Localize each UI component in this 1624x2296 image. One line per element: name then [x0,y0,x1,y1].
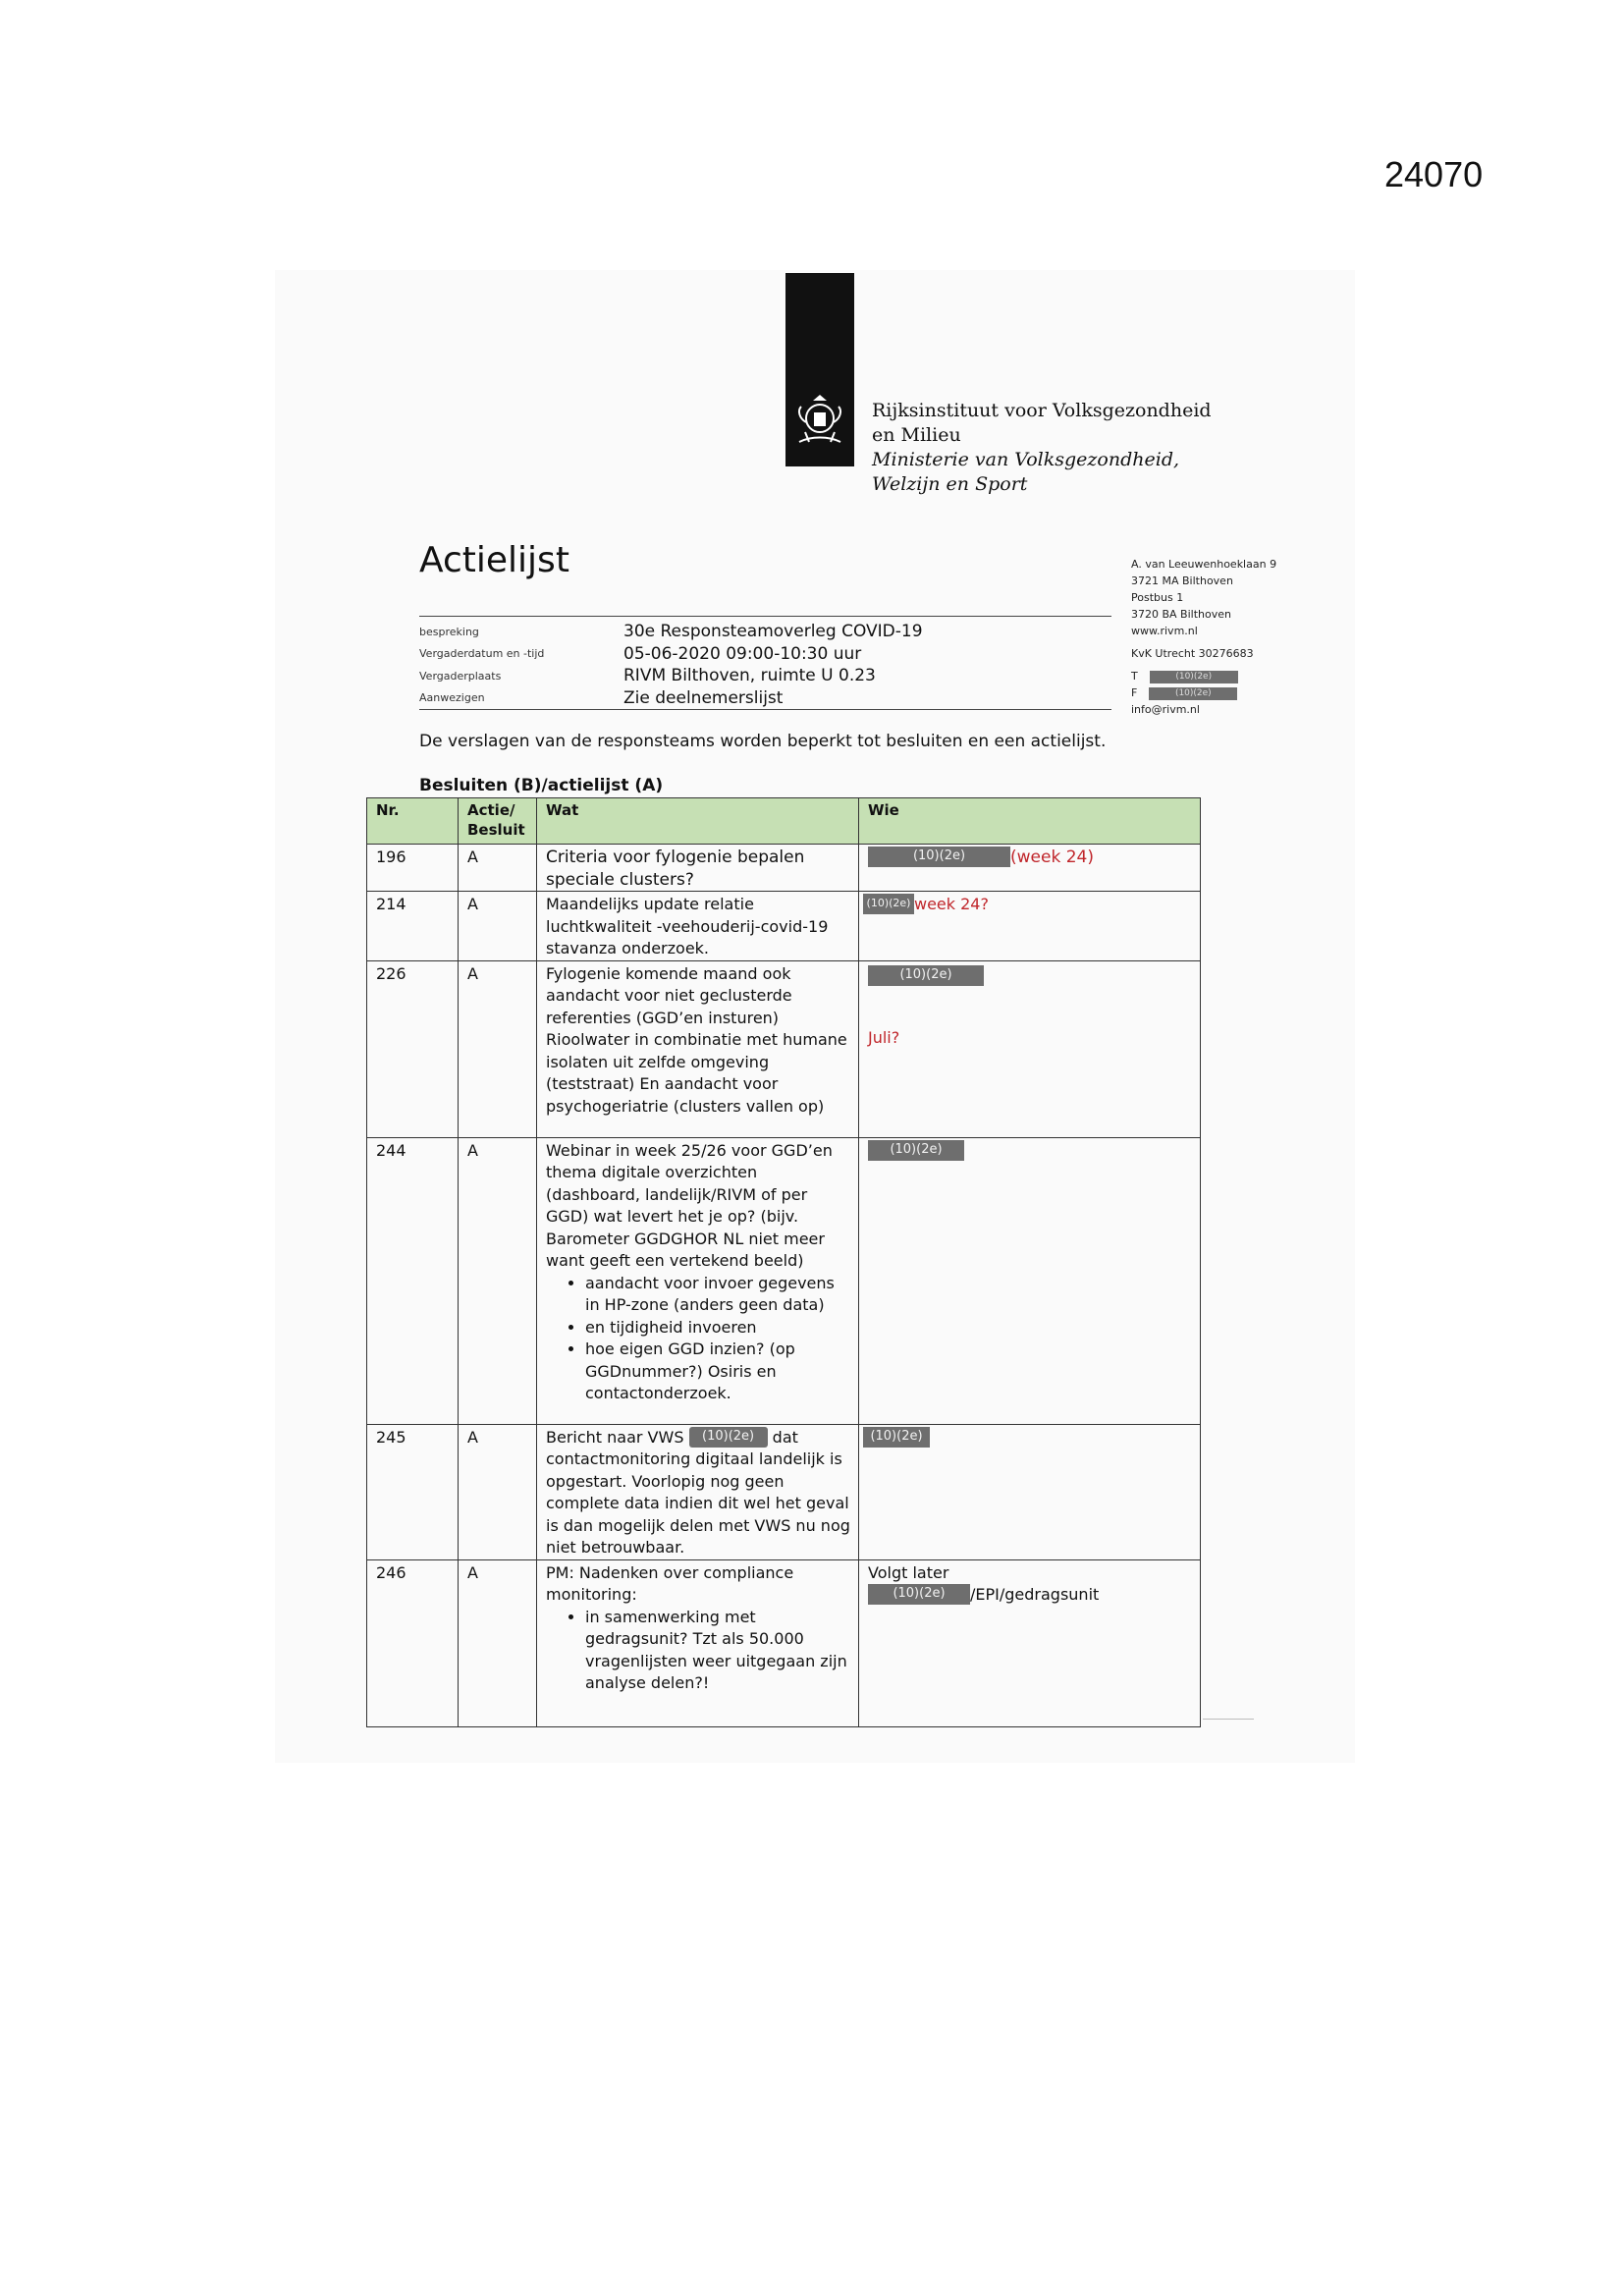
redaction: (10)(2e) [863,894,914,914]
row-wat: Fylogenie komende maand ook aandacht voor niet geclusterde referenties (GGD’en insturen) Rioolwater in combinatie met humane isolaten uit zelfde omgeving (teststraat) En aandacht voor psychogeriatrie (clusters vallen op) [537,960,859,1137]
table-row [367,1424,1201,1559]
table-header-row [367,798,1201,845]
crest-icon [791,393,848,452]
list-item: • en tijdigheid invoeren [585,1317,850,1339]
row-nr: 245 [367,1424,459,1559]
redaction: (10)(2e) [863,1427,930,1448]
wie-week: week 24? [914,895,989,913]
action-table [366,797,1201,1727]
phone-redaction: (10)(2e) [1150,671,1238,683]
row-ab: A [459,960,537,1137]
table-row [367,1559,1201,1726]
meta-label: Vergaderplaats [419,669,502,683]
redaction: (10)(2e) [868,965,984,986]
table-row [367,892,1201,961]
header-actie: Actie/ [467,801,515,819]
table-row [367,1137,1201,1424]
address-email: info@rivm.nl [1131,703,1200,716]
wie-week: (week 24) [1010,847,1094,867]
header-wat: Wat [537,798,859,845]
meta-label: Vergaderdatum en -tijd [419,647,545,661]
address-kvk: KvK Utrecht 30276683 [1131,647,1254,660]
list-item: • hoe eigen GGD inzien? (op GGDnummer?) Osiris en contactonderzoek. [585,1339,850,1405]
address-street: A. van Leeuwenhoeklaan 9 [1131,558,1277,571]
row-nr: 226 [367,960,459,1137]
row-ab: A [459,1137,537,1424]
address-fax [1131,684,1276,701]
row-wie [859,1424,1201,1559]
meta-rule [419,709,1111,710]
meta-row [419,643,1111,666]
table-row [367,845,1201,892]
address-postbus-code: 3720 BA Bilthoven [1131,608,1231,621]
meta-row [419,621,1111,643]
fax-label: F [1131,686,1138,699]
page-number: 24070 [1384,154,1484,194]
institute-line-1: Rijksinstituut voor Volksgezondheid [872,400,1212,421]
wie-suffix: /EPI/gedragsunit [970,1585,1100,1604]
row-wat: Maandelijks update relatie luchtkwaliteit -veehouderij-covid-19 stavanza onderzoek. [537,892,859,961]
meta-value: RIVM Bilthoven, ruimte U 0.23 [623,666,876,686]
meta-label: bespreking [419,625,479,638]
address-block [1131,556,1276,718]
row-ab: A [459,1559,537,1726]
row-wat [537,1137,859,1424]
row-wat: Criteria voor fylogenie bepalen speciale clusters? [537,845,859,892]
wie-line: Volgt later [868,1562,949,1582]
address-phone [1131,668,1276,684]
meta-row [419,665,1111,687]
fax-redaction: (10)(2e) [1149,687,1237,700]
wat-text-pre: Bericht naar VWS [546,1427,684,1447]
institute-name [872,399,1212,497]
phone-label: T [1131,670,1138,683]
redaction: (10)(2e) [689,1427,768,1448]
row-wie [859,845,1201,892]
wat-text-post: dat contactmonitoring digitaal landelijk is opgestart. Voorlopig nog geen complete data indien dit wel het geval is dan mogelijk delen met VWS nu nog niet betrouwbaar. [546,1427,850,1557]
meta-row [419,687,1111,710]
table-row [367,960,1201,1137]
row-ab: A [459,892,537,961]
row-nr: 244 [367,1137,459,1424]
address-web: www.rivm.nl [1131,625,1198,637]
section-title: Besluiten (B)/actielijst (A) [419,776,664,795]
ministry-line-1: Ministerie van Volksgezondheid, [872,449,1180,470]
list-item: • in samenwerking met gedragsunit? Tzt als 50.000 vragenlijsten weer uitgegaan zijn analyse delen?! [585,1607,850,1695]
meta-value: Zie deelnemerslijst [623,687,784,708]
ministry-line-2: Welzijn en Sport [872,473,1028,495]
address-postbus: Postbus 1 [1131,591,1184,604]
row-wie [859,892,1201,961]
redaction: (10)(2e) [868,847,1010,867]
row-ab: A [459,1424,537,1559]
document-title: Actielijst [419,540,569,580]
header-wie: Wie [859,798,1201,845]
row-wie [859,1559,1201,1726]
row-wie [859,1137,1201,1424]
intro-text: De verslagen van de responsteams worden beperkt tot besluiten en een actielijst. [419,732,1107,751]
row-wat [537,1424,859,1559]
row-wie [859,960,1201,1137]
row-nr: 246 [367,1559,459,1726]
meta-value: 05-06-2020 09:00-10:30 uur [623,643,862,664]
address-postcode: 3721 MA Bilthoven [1131,574,1233,587]
bullet-list [546,1273,850,1405]
table-rule-tail [1203,1719,1254,1720]
meta-label: Aanwezigen [419,691,485,705]
bullet-list [546,1607,850,1695]
wie-note: Juli? [868,1027,900,1047]
header-besluit: Besluit [467,821,525,839]
row-nr: 214 [367,892,459,961]
row-ab: A [459,845,537,892]
row-wat [537,1559,859,1726]
header-actie-besluit [459,798,537,845]
header-nr: Nr. [367,798,459,845]
header-rule [419,616,1111,617]
wat-text: Webinar in week 25/26 voor GGD’en thema digitale overzichten (dashboard, landelijk/RIVM of per GGD) wat levert het je op? (bijv. Barometer GGDGHOR NL niet meer want geeft een vertekend beeld) [546,1140,833,1270]
list-item: • aandacht voor invoer gegevens in HP-zone (anders geen data) [585,1273,850,1317]
redaction: (10)(2e) [868,1584,970,1605]
redaction: (10)(2e) [868,1140,964,1161]
row-nr: 196 [367,845,459,892]
meta-value: 30e Responsteamoverleg COVID-19 [623,622,923,642]
meeting-meta [419,621,1111,709]
institute-line-2: en Milieu [872,424,961,446]
wat-text: PM: Nadenken over compliance monitoring: [546,1562,794,1604]
